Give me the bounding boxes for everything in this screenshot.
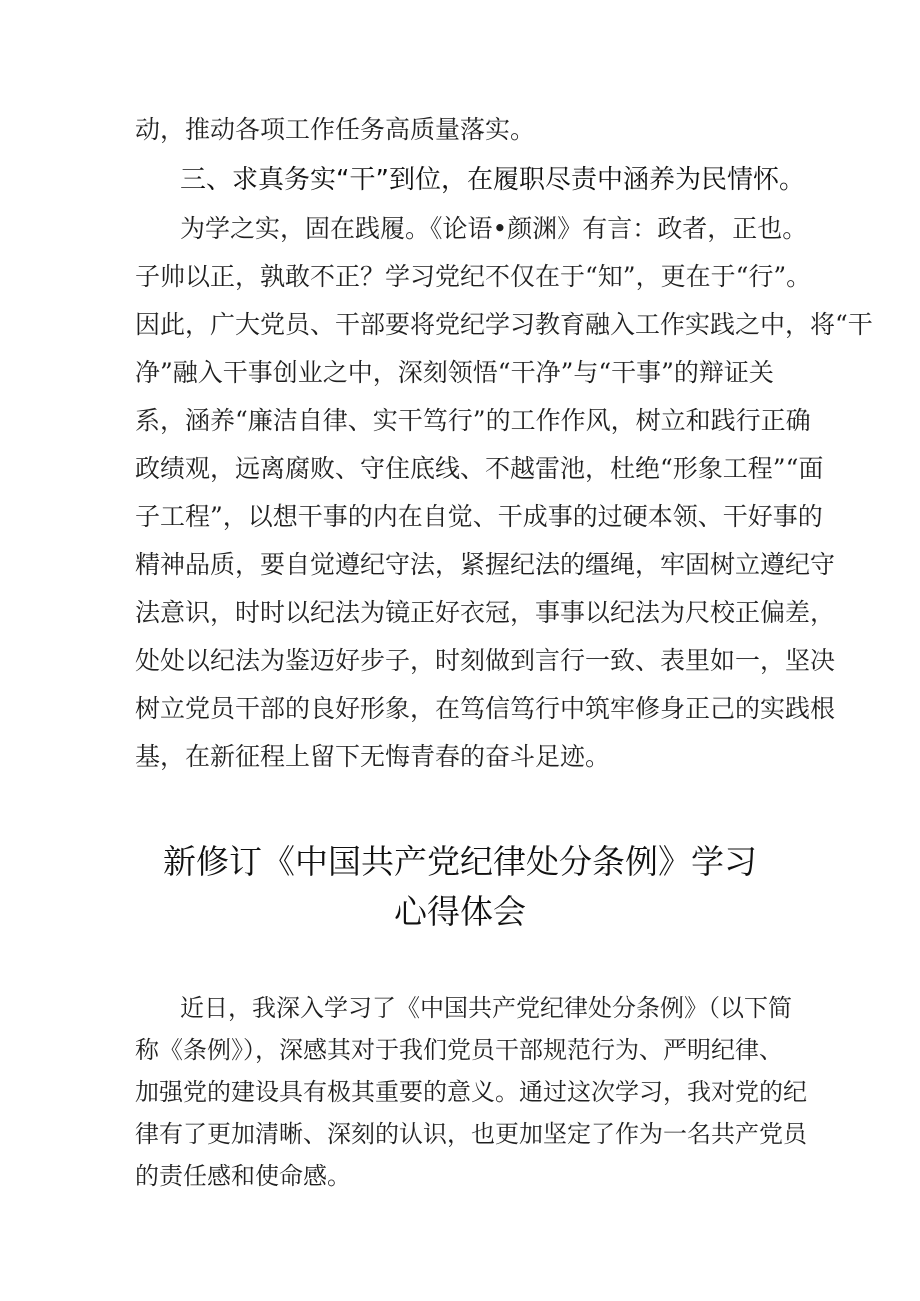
paragraph-line: 精神品质，要自觉遵纪守法，紧握纪法的缰绳，牢固树立遵纪守	[135, 550, 836, 579]
paragraph-line: 法意识，时时以纪法为镜正好衣冠，事事以纪法为尺校正偏差，	[135, 598, 836, 627]
article-title-line1: 新修订《中国共产党纪律处分条例》学习	[163, 842, 757, 881]
paragraph-line: 处处以纪法为鉴迈好步子，时刻做到言行一致、表里如一，坚决	[135, 646, 836, 675]
article-title-line2: 心得体会	[394, 892, 526, 931]
paragraph-line: 为学之实，固在践履。《论语•颜渊》有言：政者，正也。	[180, 214, 808, 243]
paragraph-line: 的责任感和使命感。	[135, 1162, 351, 1190]
paragraph-line: 因此，广大党员、干部要将党纪学习教育融入工作实践之中，将“干	[135, 310, 873, 339]
section-heading: 三、求真务实“干”到位，在履职尽责中涵养为民情怀。	[180, 165, 805, 195]
paragraph-line: 树立党员干部的良好形象，在笃信笃行中筑牢修身正己的实践根	[135, 694, 836, 723]
continuation-line: 动，推动各项工作任务高质量落实。	[135, 115, 536, 144]
paragraph-line: 基，在新征程上留下无悔青春的奋斗足迹。	[135, 742, 611, 771]
paragraph-line: 政绩观，远离腐败、守住底线、不越雷池，杜绝“形象工程”“面	[135, 454, 824, 483]
paragraph-line: 净”融入干事创业之中，深刻领悟“干净”与“干事”的辩证关	[135, 358, 774, 387]
paragraph-line: 系，涵养“廉洁自律、实干笃行”的工作作风，树立和践行正确	[135, 406, 811, 435]
paragraph-line: 近日，我深入学习了《中国共产党纪律处分条例》（以下简	[180, 994, 792, 1022]
paragraph-line: 子帅以正，孰敢不正？学习党纪不仅在于“知”，更在于“行”。	[135, 262, 812, 291]
paragraph-line: 律有了更加清晰、深刻的认识，也更加坚定了作为一名共产党员	[135, 1120, 807, 1148]
paragraph-line: 称《条例》），深感其对于我们党员干部规范行为、严明纪律、	[135, 1036, 783, 1064]
paragraph-line: 加强党的建设具有极其重要的意义。通过这次学习，我对党的纪	[135, 1078, 807, 1106]
paragraph-line: 子工程”，以想干事的内在自觉、干成事的过硬本领、干好事的	[135, 502, 823, 531]
